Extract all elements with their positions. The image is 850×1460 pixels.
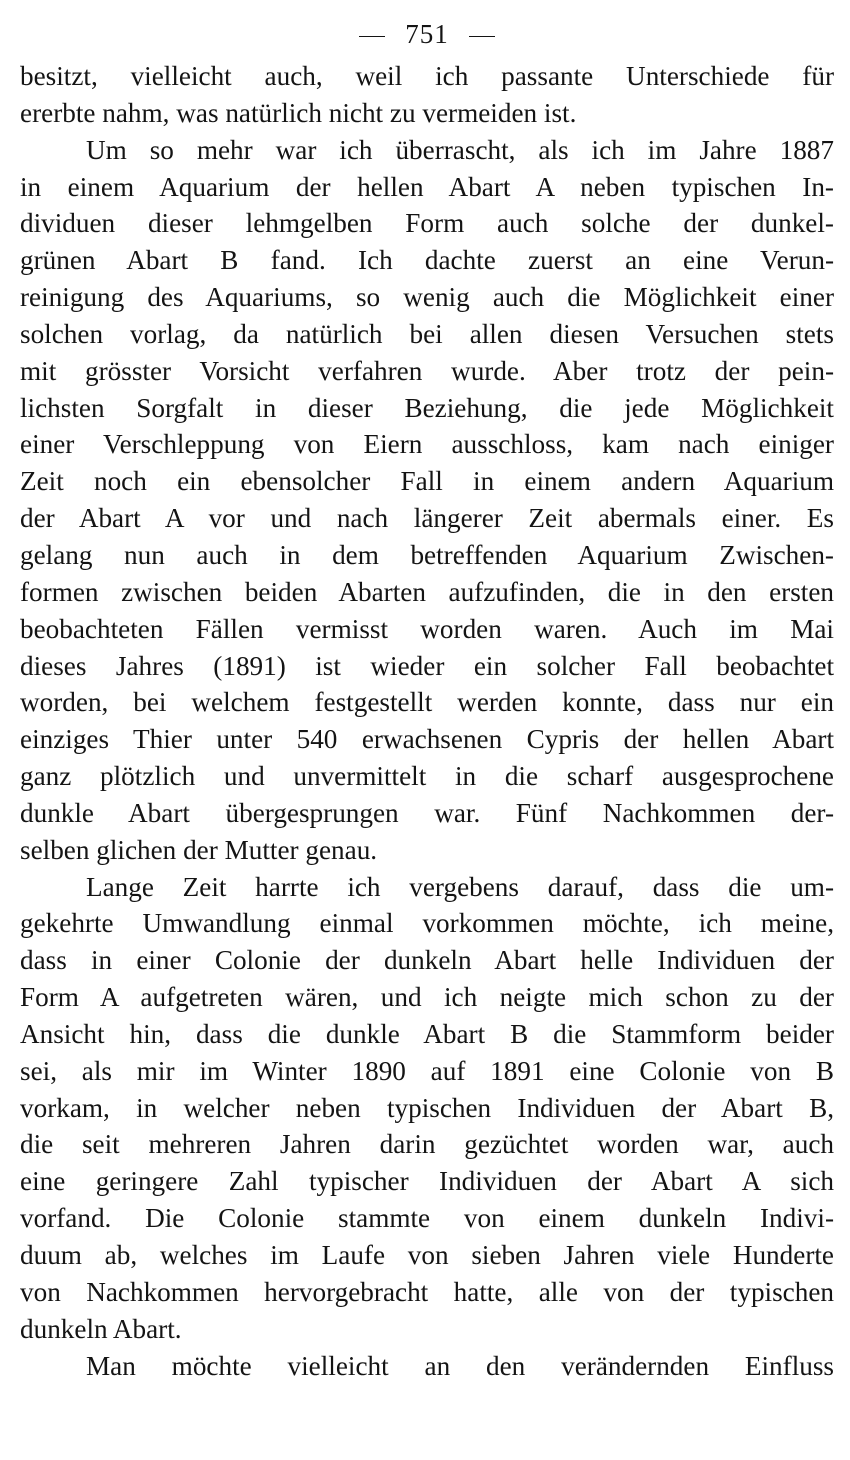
text-line: dass in einer Colonie der dunkeln Abart helle Individuen der [20, 945, 834, 976]
text-line: solchen vorlag, da natürlich bei allen diesen Versuchen stets [20, 318, 834, 349]
text-line: reinigung des Aquariums, so wenig auch die Möglichkeit einer [20, 282, 834, 313]
text-line: dunkle Abart übergesprungen war. Fünf Nachkommen der- [20, 797, 834, 828]
paragraph-2 [20, 132, 834, 869]
text-line: der Abart A vor und nach längerer Zeit abermals einer. Es [20, 503, 834, 534]
text-line: Zeit noch ein ebensolcher Fall in einem andern Aquarium [20, 466, 834, 497]
text-line: lichsten Sorgfalt in dieser Beziehung, die jede Möglichkeit [20, 392, 834, 423]
text-line: Lange Zeit harrte ich vergebens darauf, dass die um- [86, 871, 834, 902]
text-line: Form A aufgetreten wären, und ich neigte mich schon zu der [20, 982, 834, 1013]
text-line: duum ab, welches im Laufe von sieben Jahren viele Hunderte [20, 1240, 834, 1270]
text-line: grünen Abart B fand. Ich dachte zuerst an eine Verun- [20, 245, 834, 276]
header-dash-left [359, 36, 385, 37]
text-line: ganz plötzlich und unvermittelt in die scharf ausgesprochene [20, 761, 834, 792]
header-dash-right [469, 36, 495, 37]
text-line: besitzt, vielleicht auch, weil ich passante Unterschiede für [20, 61, 834, 91]
text-line: Um so mehr war ich überrascht, als ich im Jahre 1887 [86, 134, 834, 165]
text-line: formen zwischen beiden Abarten aufzufinden, die in den ersten [20, 576, 834, 607]
text-line: gekehrte Umwandlung einmal vorkommen möchte, ich meine, [20, 908, 834, 939]
page-header [20, 14, 834, 58]
book-page [20, 14, 834, 1444]
paragraph-1 [20, 58, 834, 132]
text-line: dunkeln Abart. [20, 1313, 182, 1344]
text-line: dieses Jahres (1891) ist wieder ein solcher Fall beobachtet [20, 650, 834, 681]
text-line: einer Verschleppung von Eiern ausschloss, kam nach einiger [20, 429, 834, 460]
text-line: mit grösster Vorsicht verfahren wurde. Aber trotz der pein- [20, 355, 834, 386]
text-line: gelang nun auch in dem betreffenden Aquarium Zwischen- [20, 539, 834, 570]
text-line: sei, als mir im Winter 1890 auf 1891 eine Colonie von B [20, 1055, 834, 1086]
text-line: dividuen dieser lehmgelben Form auch solche der dunkel- [20, 208, 834, 239]
text-line: beobachteten Fällen vermisst worden waren. Auch im Mai [20, 613, 834, 644]
text-line: vorfand. Die Colonie stammte von einem dunkeln Indivi- [20, 1203, 834, 1234]
text-line: Man möchte vielleicht an den verändernden Einfluss [86, 1350, 834, 1381]
text-line: von Nachkommen hervorgebracht hatte, alle von der typischen [20, 1276, 834, 1307]
text-line: ererbte nahm, was natürlich nicht zu vermeiden ist. [20, 97, 577, 128]
text-line: die seit mehreren Jahren darin gezüchtet worden war, auch [20, 1129, 834, 1160]
text-line: selben glichen der Mutter genau. [20, 834, 378, 865]
paragraph-4 [20, 1348, 834, 1385]
text-line: Ansicht hin, dass die dunkle Abart B die Stammform beider [20, 1018, 834, 1049]
text-line: in einem Aquarium der hellen Abart A neben typischen In- [20, 171, 834, 202]
text-line: eine geringere Zahl typischer Individuen der Abart A sich [20, 1166, 834, 1197]
paragraph-3 [20, 869, 834, 1348]
page-number: 751 [405, 19, 449, 49]
text-line: worden, bei welchem festgestellt werden konnte, dass nur ein [20, 687, 834, 718]
text-line: vorkam, in welcher neben typischen Individuen der Abart B, [20, 1092, 834, 1123]
text-line: einziges Thier unter 540 erwachsenen Cypris der hellen Abart [20, 724, 834, 755]
